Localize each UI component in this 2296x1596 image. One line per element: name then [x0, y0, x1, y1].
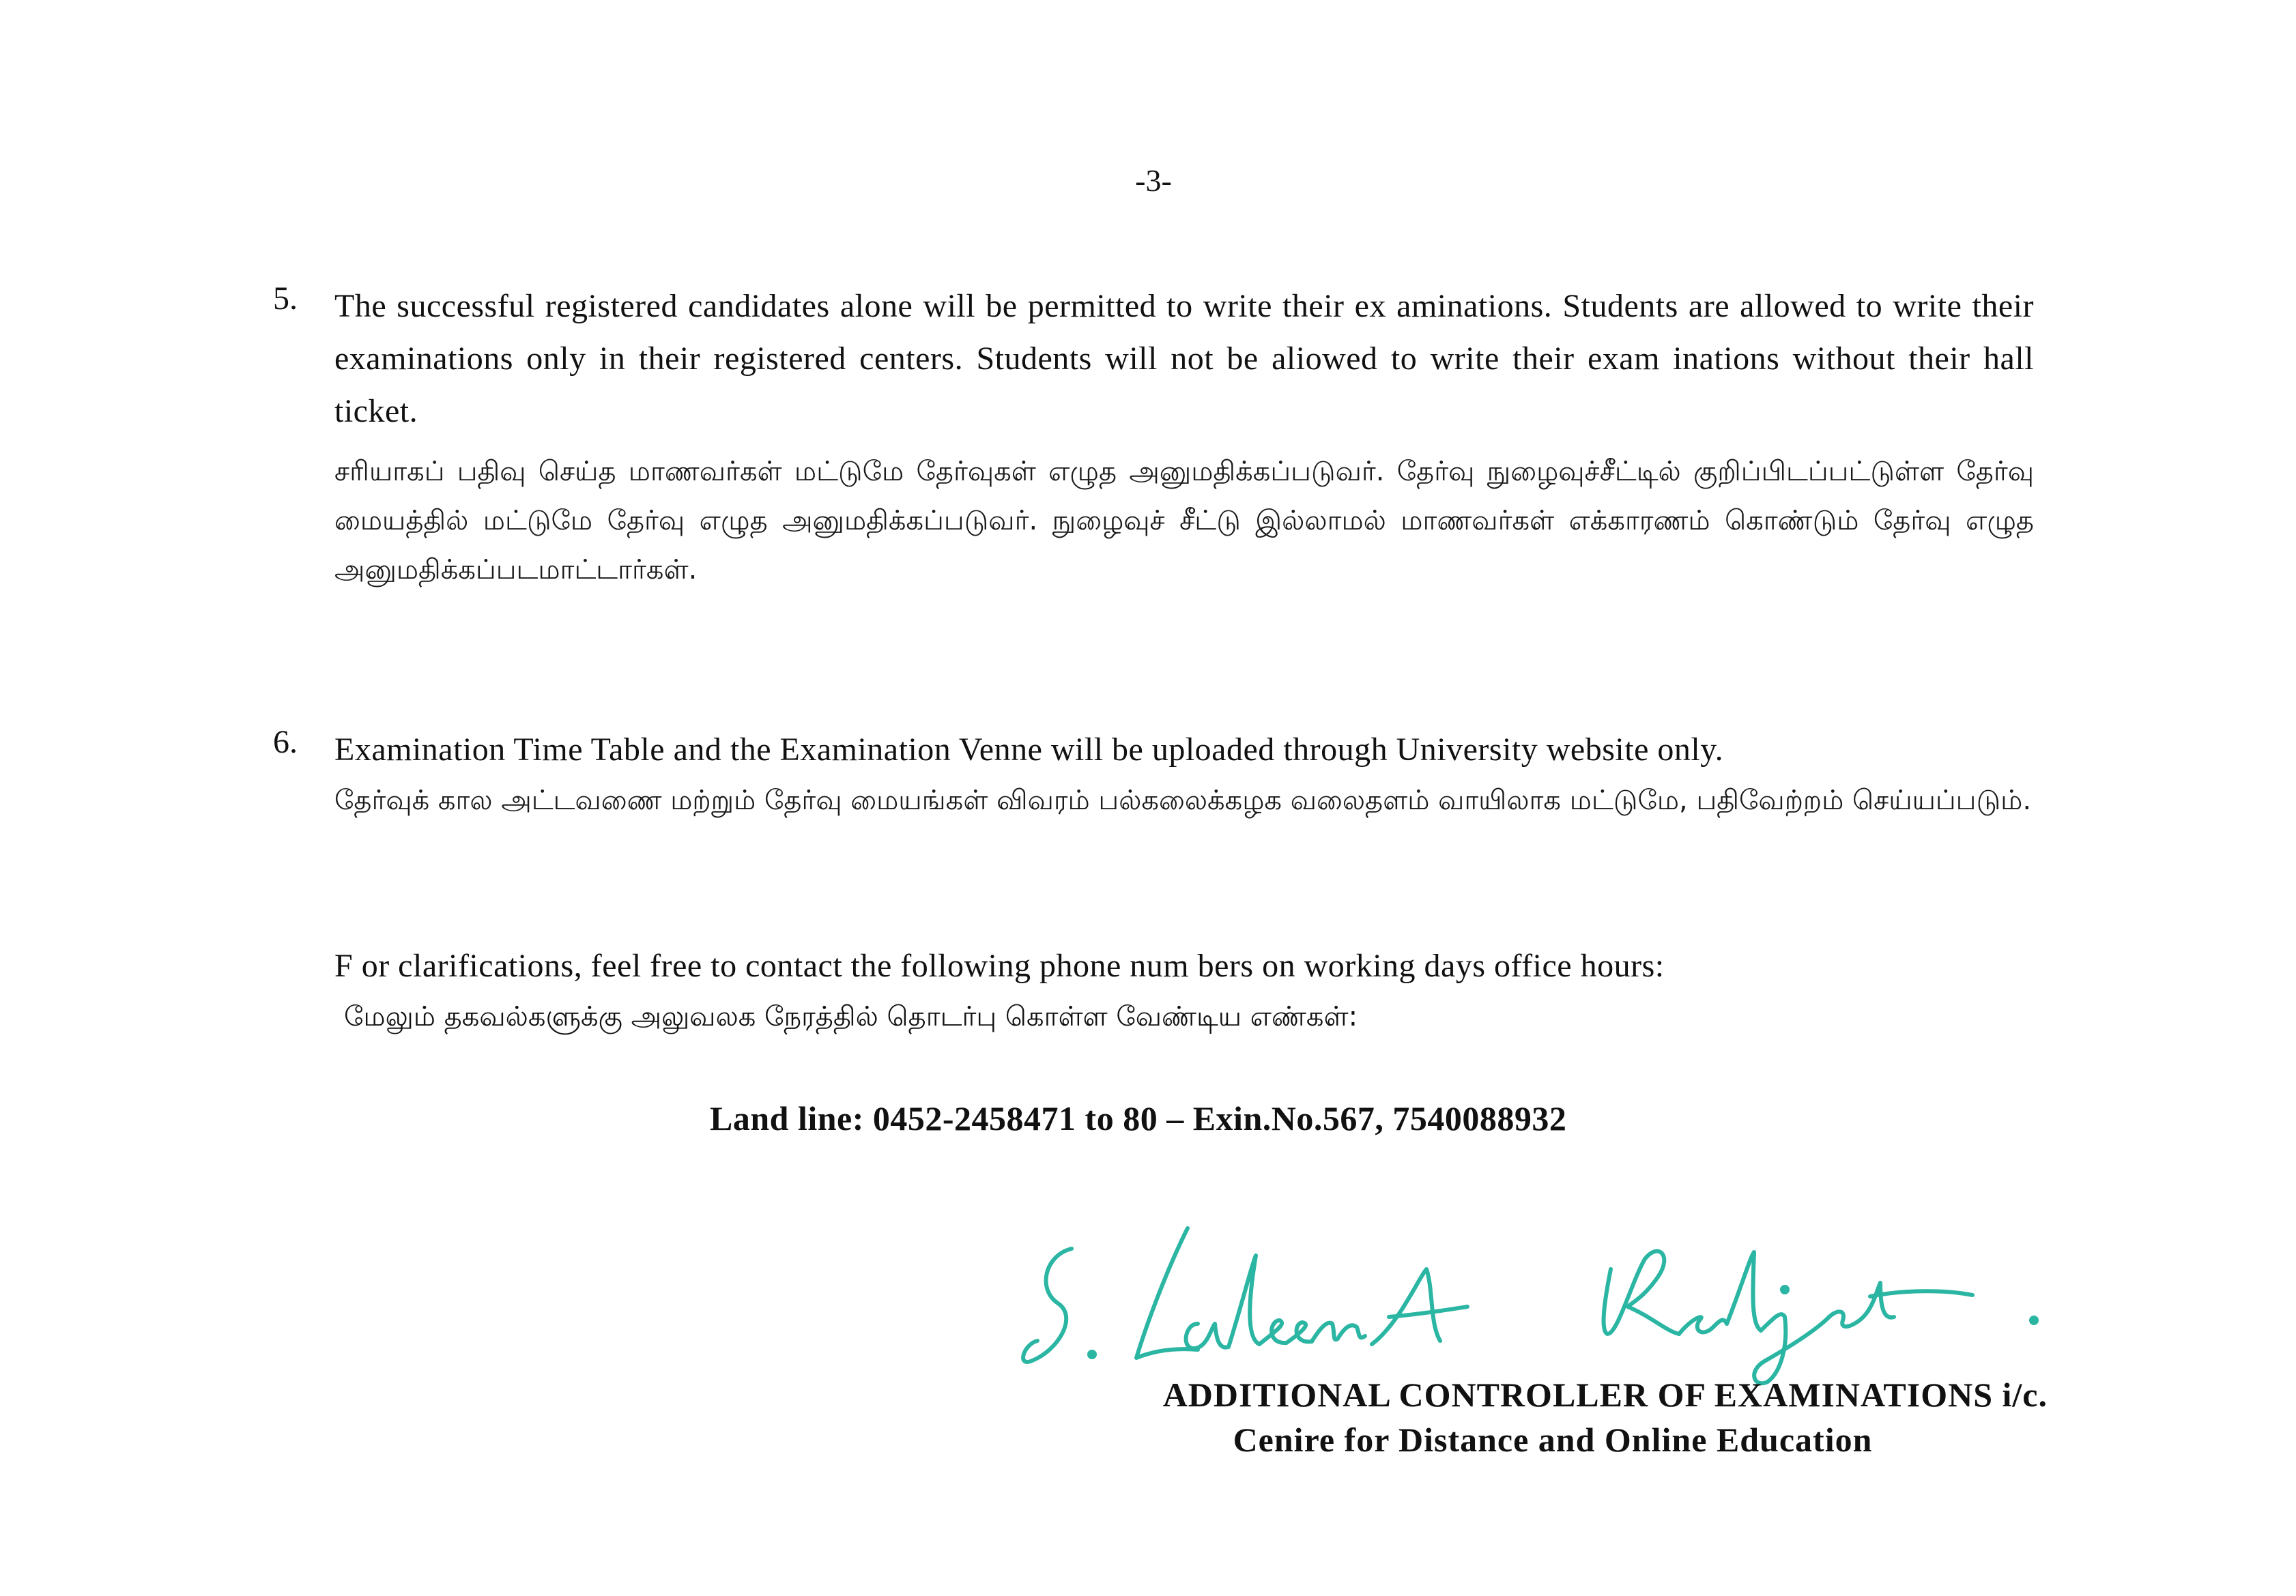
clarification-tamil: மேலும் தகவல்களுக்கு அலுவலக நேரத்தில் தொடர்பு கொள்ள வேண்டிய எண்கள்: [344, 1001, 1358, 1032]
instruction-tamil: தேர்வுக் கால அட்டவணை மற்றும் தேர்வு மையங்கள் விவரம் பல்கலைக்கழக வலைதளம் வாயிலாக மட்டுமே, பதிவேற்றம் செய்யப்படும். [334, 785, 2032, 816]
signatory-title: ADDITIONAL CONTROLLER OF EXAMINATIONS i/c. [1162, 1376, 2048, 1414]
signature-stroke [1136, 1228, 1198, 1358]
signature-stroke [1372, 1269, 1440, 1344]
instruction-tamil: சரியாகப் பதிவு செய்த மாணவர்கள் மட்டுமே தேர்வுகள் எழுத அனுமதிக்கப்படுவர். தேர்வு நுழைவுச்சீட்டில் குறிப்பிடப்பட்டுள்ள தேர்வு மையத்தில் மட்டுமே தேர்வு எழுத அனுமதிக்கப்படுவர். நுழைவுச் சீட்டு இல்லாமல் மாணவர்கள் எக்காரணம் கொண்டும் தேர்வு எழுத அனுமதிக்கப்படமாட்டார்கள். [334, 456, 2034, 585]
signatory-centre: Cenire for Distance and Online Education [1233, 1421, 1873, 1459]
page-number: -3- [1135, 163, 1172, 198]
signature-stroke [1023, 1249, 1072, 1362]
contact-phone-line: Land line: 0452-2458471 to 80 – Exin.No.567, 7540088932 [710, 1099, 1567, 1137]
signature-stroke [1829, 1283, 1894, 1326]
signature-stroke [1259, 1320, 1312, 1344]
signature-stroke [1679, 1317, 1727, 1334]
signature-stroke [1604, 1251, 1679, 1334]
handwritten-signature [1017, 1187, 2054, 1392]
signature-stroke [1870, 1291, 1972, 1296]
signatory-block [1024, 1375, 2048, 1460]
signature-stroke [1186, 1324, 1229, 1348]
item-number: 5. [273, 280, 298, 317]
signature-stroke [1754, 1314, 1829, 1383]
signature-stroke [1229, 1256, 1259, 1347]
clarification-english: F or clarifications, feel free to contact the following phone num bers on working days office hours: [334, 948, 1665, 984]
clarification-note [334, 940, 2041, 1041]
instruction-english: Examination Time Table and the Examination Venne will be uploaded through University website only. [334, 731, 1724, 768]
instruction-item-6 [273, 723, 2034, 825]
instruction-english: The successful registered candidates alone will be permitted to write their ex aminations. Students are allowed to write their examinations only in their registered centers. Students will not be aliowed to write their exam inations without their hall ticket. [334, 288, 2034, 429]
item-number: 6. [273, 724, 298, 760]
signature-stroke [1312, 1323, 1365, 1341]
signature-stroke [1727, 1252, 1761, 1331]
instruction-item-5 [273, 280, 2034, 594]
